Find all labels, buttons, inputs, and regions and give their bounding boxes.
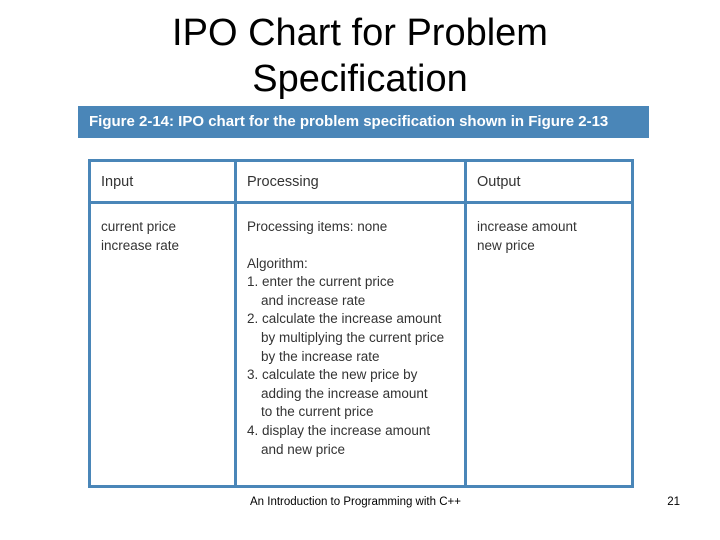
input-item: increase rate — [101, 237, 180, 253]
figure-caption-banner: Figure 2-14: IPO chart for the problem specification shown in Figure 2-13 — [78, 106, 649, 138]
footer-book-title: An Introduction to Programming with C++ — [250, 496, 461, 508]
slide-title-line-2: Specification — [252, 58, 468, 100]
processing-column-header: Processing — [237, 162, 464, 201]
algorithm-step-line: by multiplying the current price — [261, 329, 445, 345]
slide-title-line-1: IPO Chart for Problem — [172, 12, 548, 54]
algorithm-step-line: 3. calculate the new price by — [247, 367, 418, 383]
page-number: 21 — [667, 496, 680, 508]
algorithm-step-line: 2. calculate the increase amount — [247, 311, 442, 327]
algorithm-step-line: 1. enter the current price — [247, 274, 395, 290]
algorithm-step-line: and increase rate — [261, 292, 366, 308]
output-item: increase amount — [477, 219, 577, 234]
output-item: new price — [477, 237, 535, 253]
input-column-header: Input — [91, 162, 234, 201]
spacer — [247, 237, 454, 255]
processing-items-line: Processing items: none — [247, 219, 388, 234]
input-cell — [91, 204, 234, 485]
output-column-header: Output — [467, 162, 631, 201]
algorithm-step-line: and new price — [261, 441, 346, 457]
output-cell — [467, 204, 631, 485]
algorithm-step-line: by the increase rate — [261, 348, 380, 364]
processing-cell — [237, 204, 464, 485]
algorithm-label: Algorithm: — [247, 255, 308, 271]
ipo-chart-figure — [88, 159, 634, 488]
algorithm-step-line: adding the increase amount — [261, 385, 428, 401]
input-item: current price — [101, 219, 177, 234]
algorithm-step-line: to the current price — [261, 404, 374, 420]
slide-title — [0, 10, 720, 102]
algorithm-step-line: 4. display the increase amount — [247, 422, 431, 438]
ipo-table — [91, 162, 631, 485]
